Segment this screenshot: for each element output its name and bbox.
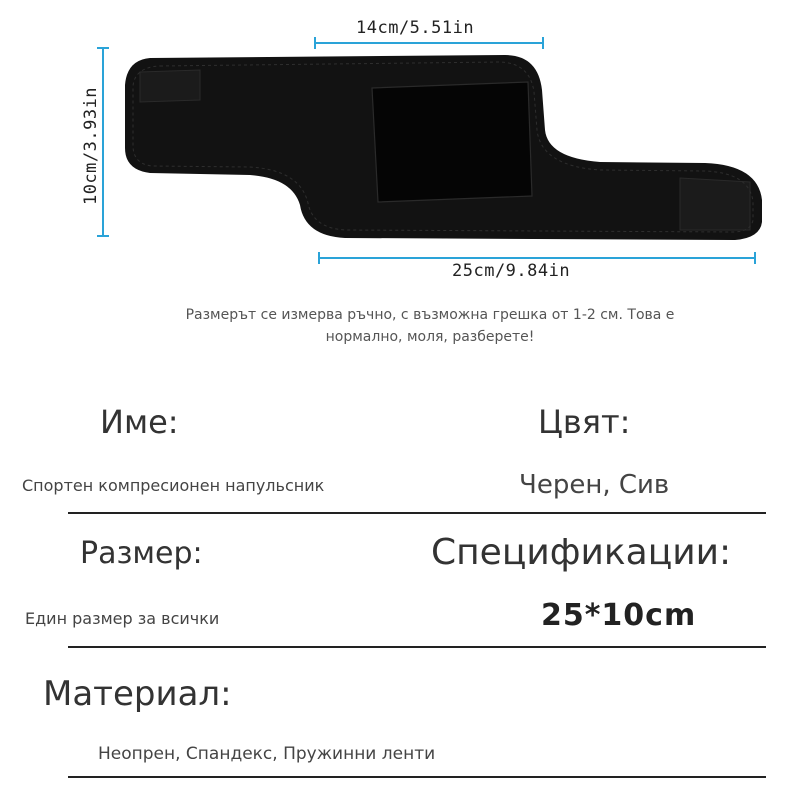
spec-label: Спецификации: bbox=[431, 532, 732, 573]
wrist-brace-image bbox=[125, 55, 762, 240]
side-dimension-label: 10cm/3.93in bbox=[81, 86, 101, 206]
size-value: Един размер за всички bbox=[25, 609, 220, 628]
name-label: Име: bbox=[100, 403, 179, 441]
divider-3 bbox=[68, 776, 766, 778]
product-figure bbox=[0, 0, 800, 300]
top-dimension-label: 14cm/5.51in bbox=[356, 18, 475, 38]
size-label: Размер: bbox=[80, 536, 203, 571]
material-value: Неопрен, Спандекс, Пружинни ленти bbox=[98, 744, 436, 764]
material-label: Материал: bbox=[43, 674, 232, 714]
top-dimension-line bbox=[315, 37, 543, 49]
color-value: Черен, Сив bbox=[519, 470, 670, 500]
divider-2 bbox=[68, 646, 766, 648]
measurement-note: Размерът се измерва ръчно, с възможна грешка от 1-2 см. Това е нормално, моля, разберете! bbox=[185, 307, 675, 345]
bottom-dimension-label: 25cm/9.84in bbox=[452, 261, 571, 281]
divider-1 bbox=[68, 512, 766, 514]
name-value: Спортен компресионен напульсник bbox=[22, 476, 325, 495]
spec-value: 25*10cm bbox=[541, 598, 697, 633]
color-label: Цвят: bbox=[538, 403, 631, 441]
